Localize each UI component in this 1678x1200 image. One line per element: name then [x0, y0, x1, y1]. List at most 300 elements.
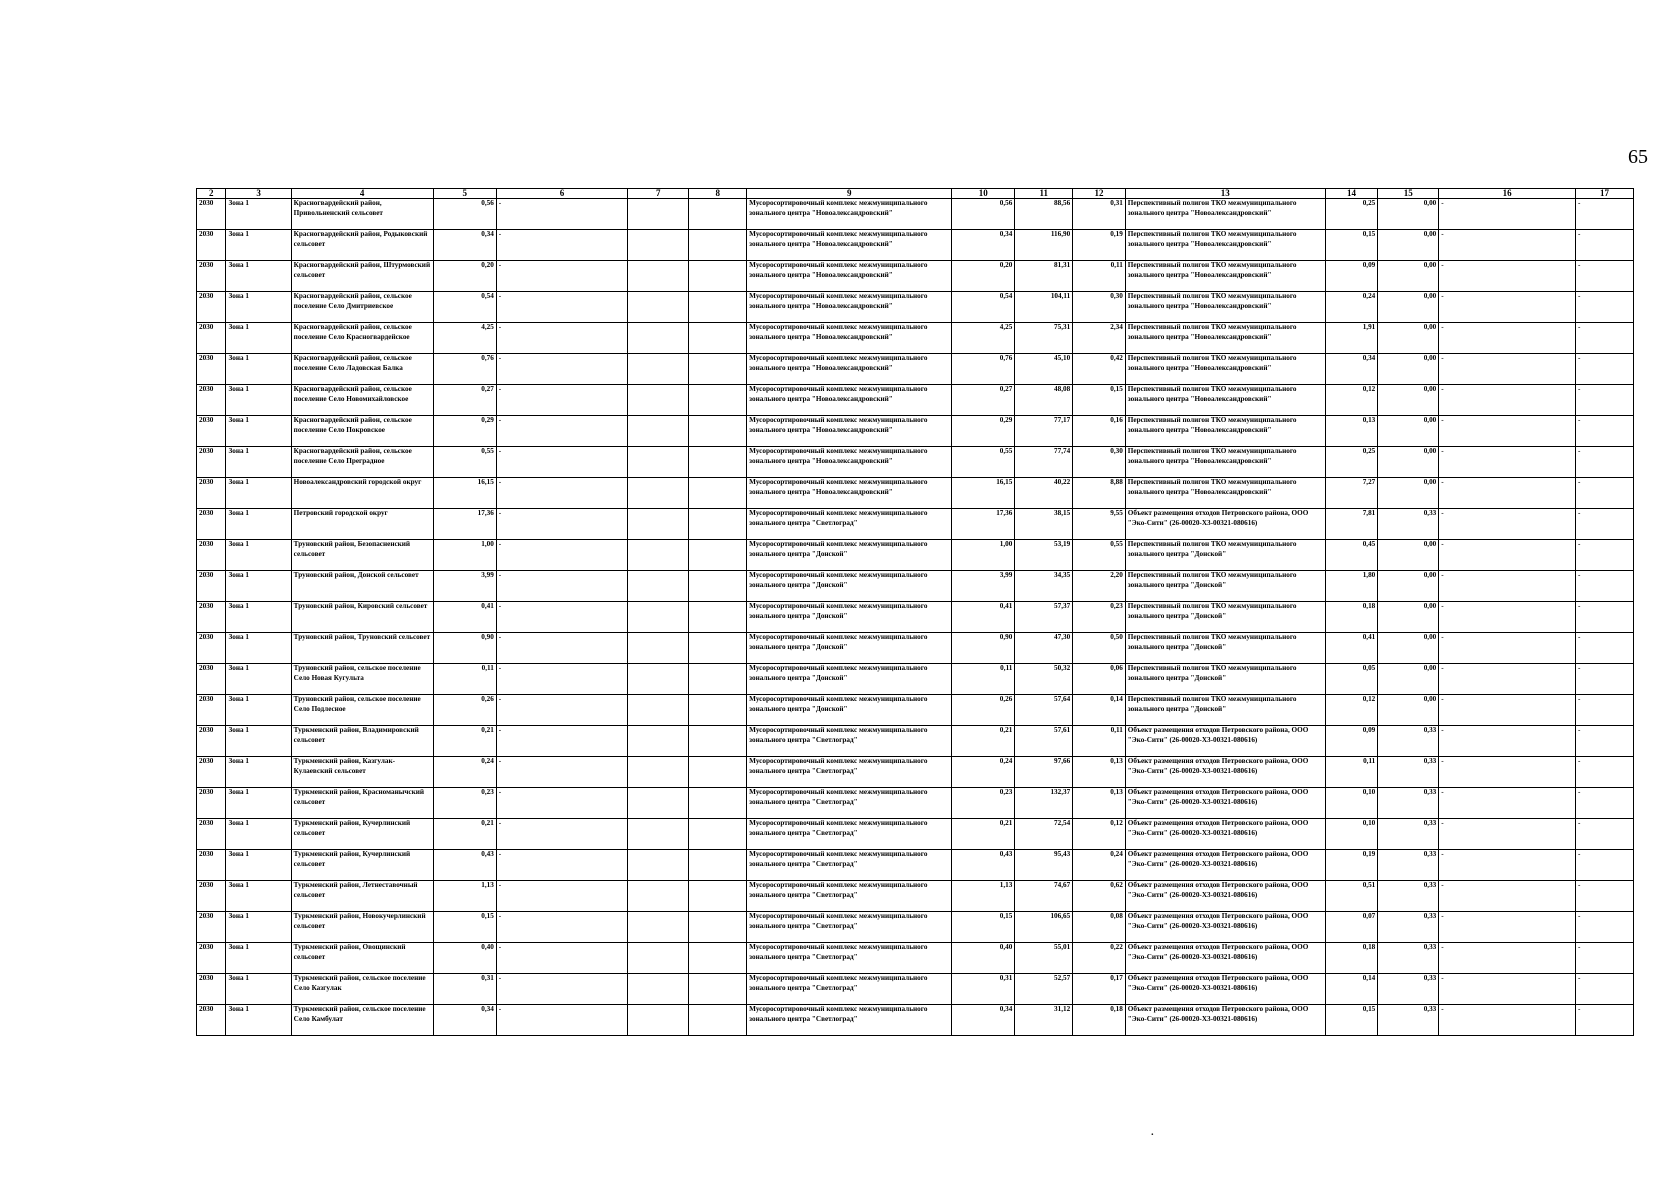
col6-cell: [628, 757, 689, 788]
col7-cell: [689, 943, 747, 974]
col14-cell: 0,00: [1378, 230, 1439, 261]
data-table: [196, 188, 1634, 1036]
area-cell: Петровский городской округ: [291, 509, 433, 540]
area-cell: Туркменский район, Кучерлинский сельсовет: [291, 819, 433, 850]
year-value: 2030: [199, 1005, 214, 1013]
distance-cell: 72,54: [1015, 819, 1073, 850]
col11-cell: 2,34: [1073, 323, 1126, 354]
table-row: [197, 385, 1634, 416]
col15-cell: -: [1439, 447, 1576, 478]
col7-cell: [689, 509, 747, 540]
col17-cell: -: [1576, 540, 1634, 571]
year-value: 2030: [199, 416, 214, 424]
year-value: 2030: [199, 602, 214, 610]
col11-cell: 2,20: [1073, 571, 1126, 602]
col7-cell: [689, 478, 747, 509]
distance-cell: 81,31: [1015, 261, 1073, 292]
year-value: 2030: [199, 726, 214, 734]
landfill-cell: Перспективный полигон ТКО межмуниципального зонального центра "Донской": [1125, 602, 1325, 633]
facility-cell: Мусоросортировочный комплекс межмуниципального зонального центра "Светлоград": [747, 509, 952, 540]
year-zone-cell: [197, 726, 226, 757]
col5-cell: -: [496, 230, 627, 261]
table-row: [197, 819, 1634, 850]
facility-cell: Мусоросортировочный комплекс межмуниципального зонального центра "Новоалександровский": [747, 261, 952, 292]
volume-cell: 0,23: [433, 788, 496, 819]
facility-cell: Мусоросортировочный комплекс межмуниципального зонального центра "Донской": [747, 664, 952, 695]
col17-cell: -: [1576, 819, 1634, 850]
col11-cell: 0,16: [1073, 416, 1126, 447]
column-number-14: 14: [1325, 189, 1378, 199]
col9-cell: 1,00: [952, 540, 1015, 571]
year-zone-cell: [197, 664, 226, 695]
col9-cell: 16,15: [952, 478, 1015, 509]
year-value: 2030: [199, 974, 214, 982]
scan-artifact-dot: ·: [1150, 1128, 1155, 1143]
col5-cell: -: [496, 850, 627, 881]
col6-cell: [628, 230, 689, 261]
table-row: [197, 726, 1634, 757]
table-row: [197, 416, 1634, 447]
col5-cell: -: [496, 478, 627, 509]
col9-cell: 0,34: [952, 230, 1015, 261]
col6-cell: [628, 850, 689, 881]
landfill-cell: Перспективный полигон ТКО межмуниципального зонального центра "Новоалександровский": [1125, 416, 1325, 447]
col15-cell: -: [1439, 664, 1576, 695]
landfill-cell: Объект размещения отходов Петровского района, ООО "Эко-Сити" (26-00020-Х3-00321-080616): [1125, 509, 1325, 540]
year-zone-cell: [197, 540, 226, 571]
col14-cell: 0,33: [1378, 757, 1439, 788]
distance-cell: 75,31: [1015, 323, 1073, 354]
col15-cell: -: [1439, 199, 1576, 230]
zone-cell: Зона 1: [226, 230, 291, 261]
col7-cell: [689, 230, 747, 261]
col13-cell: 0,05: [1325, 664, 1378, 695]
col5-cell: -: [496, 540, 627, 571]
landfill-cell: Перспективный полигон ТКО межмуниципального зонального центра "Новоалександровский": [1125, 354, 1325, 385]
year-zone-cell: [197, 385, 226, 416]
volume-cell: 0,31: [433, 974, 496, 1005]
col14-cell: 0,00: [1378, 385, 1439, 416]
col9-cell: 0,26: [952, 695, 1015, 726]
volume-cell: 0,41: [433, 602, 496, 633]
year-zone-cell: [197, 478, 226, 509]
facility-cell: Мусоросортировочный комплекс межмуниципального зонального центра "Светлоград": [747, 912, 952, 943]
facility-cell: Мусоросортировочный комплекс межмуниципального зонального центра "Донской": [747, 633, 952, 664]
col5-cell: -: [496, 509, 627, 540]
col6-cell: [628, 726, 689, 757]
col7-cell: [689, 323, 747, 354]
facility-cell: Мусоросортировочный комплекс межмуниципального зонального центра "Светлоград": [747, 788, 952, 819]
landfill-cell: Перспективный полигон ТКО межмуниципального зонального центра "Новоалександровский": [1125, 323, 1325, 354]
table-row: [197, 509, 1634, 540]
volume-cell: 17,36: [433, 509, 496, 540]
col17-cell: -: [1576, 695, 1634, 726]
facility-cell: Мусоросортировочный комплекс межмуниципального зонального центра "Новоалександровский": [747, 292, 952, 323]
year-value: 2030: [199, 385, 214, 393]
col9-cell: 0,24: [952, 757, 1015, 788]
zone-cell: Зона 1: [226, 1005, 291, 1036]
col14-cell: 0,33: [1378, 912, 1439, 943]
facility-cell: Мусоросортировочный комплекс межмуниципального зонального центра "Светлоград": [747, 943, 952, 974]
col11-cell: 0,12: [1073, 819, 1126, 850]
volume-cell: 3,99: [433, 571, 496, 602]
document-sheet: [196, 188, 1634, 1036]
col6-cell: [628, 354, 689, 385]
col5-cell: -: [496, 912, 627, 943]
col7-cell: [689, 912, 747, 943]
landfill-cell: Перспективный полигон ТКО межмуниципального зонального центра "Донской": [1125, 695, 1325, 726]
facility-cell: Мусоросортировочный комплекс межмуниципального зонального центра "Донской": [747, 602, 952, 633]
table-row: [197, 974, 1634, 1005]
col15-cell: -: [1439, 540, 1576, 571]
distance-cell: 34,35: [1015, 571, 1073, 602]
landfill-cell: Объект размещения отходов Петровского района, ООО "Эко-Сити" (26-00020-Х3-00321-080616): [1125, 788, 1325, 819]
col17-cell: -: [1576, 292, 1634, 323]
volume-cell: 0,54: [433, 292, 496, 323]
col11-cell: 0,18: [1073, 1005, 1126, 1036]
col17-cell: -: [1576, 571, 1634, 602]
area-cell: Красногвардейский район, сельское поселение Село Ладовская Балка: [291, 354, 433, 385]
col14-cell: 0,33: [1378, 509, 1439, 540]
table-row: [197, 757, 1634, 788]
col15-cell: -: [1439, 354, 1576, 385]
column-number-10: 10: [952, 189, 1015, 199]
col13-cell: 0,07: [1325, 912, 1378, 943]
col7-cell: [689, 726, 747, 757]
col11-cell: 0,50: [1073, 633, 1126, 664]
table-row: [197, 261, 1634, 292]
col15-cell: -: [1439, 571, 1576, 602]
col14-cell: 0,33: [1378, 1005, 1439, 1036]
col17-cell: -: [1576, 974, 1634, 1005]
col17-cell: -: [1576, 757, 1634, 788]
column-number-15: 15: [1378, 189, 1439, 199]
volume-cell: 0,56: [433, 199, 496, 230]
col11-cell: 0,19: [1073, 230, 1126, 261]
col15-cell: -: [1439, 416, 1576, 447]
year-zone-cell: [197, 261, 226, 292]
facility-cell: Мусоросортировочный комплекс межмуниципального зонального центра "Новоалександровский": [747, 385, 952, 416]
col15-cell: -: [1439, 788, 1576, 819]
landfill-cell: Объект размещения отходов Петровского района, ООО "Эко-Сити" (26-00020-Х3-00321-080616): [1125, 757, 1325, 788]
col17-cell: -: [1576, 354, 1634, 385]
col11-cell: 0,06: [1073, 664, 1126, 695]
year-zone-cell: [197, 323, 226, 354]
col17-cell: -: [1576, 881, 1634, 912]
year-zone-cell: [197, 757, 226, 788]
table-row: [197, 788, 1634, 819]
year-value: 2030: [199, 261, 214, 269]
distance-cell: 53,19: [1015, 540, 1073, 571]
col13-cell: 1,80: [1325, 571, 1378, 602]
col14-cell: 0,33: [1378, 726, 1439, 757]
col14-cell: 0,33: [1378, 819, 1439, 850]
col13-cell: 0,18: [1325, 943, 1378, 974]
area-cell: Труновский район, Донской сельсовет: [291, 571, 433, 602]
year-value: 2030: [199, 447, 214, 455]
col5-cell: -: [496, 788, 627, 819]
col11-cell: 0,13: [1073, 757, 1126, 788]
year-zone-cell: [197, 974, 226, 1005]
zone-cell: Зона 1: [226, 695, 291, 726]
col11-cell: 8,88: [1073, 478, 1126, 509]
year-value: 2030: [199, 540, 214, 548]
area-cell: Красногвардейский район, Штурмовский сельсовет: [291, 261, 433, 292]
zone-cell: Зона 1: [226, 819, 291, 850]
col6-cell: [628, 385, 689, 416]
col13-cell: 0,19: [1325, 850, 1378, 881]
area-cell: Туркменский район, Красноманычский сельсовет: [291, 788, 433, 819]
col9-cell: 0,55: [952, 447, 1015, 478]
col9-cell: 0,41: [952, 602, 1015, 633]
table-row: [197, 695, 1634, 726]
zone-cell: Зона 1: [226, 974, 291, 1005]
year-zone-cell: [197, 633, 226, 664]
column-number-4: 4: [291, 189, 433, 199]
col6-cell: [628, 912, 689, 943]
facility-cell: Мусоросортировочный комплекс межмуниципального зонального центра "Светлоград": [747, 881, 952, 912]
col13-cell: 0,12: [1325, 385, 1378, 416]
col5-cell: -: [496, 757, 627, 788]
col17-cell: -: [1576, 385, 1634, 416]
year-zone-cell: [197, 695, 226, 726]
col6-cell: [628, 1005, 689, 1036]
col9-cell: 0,54: [952, 292, 1015, 323]
year-zone-cell: [197, 788, 226, 819]
col6-cell: [628, 323, 689, 354]
volume-cell: 0,24: [433, 757, 496, 788]
col11-cell: 0,42: [1073, 354, 1126, 385]
volume-cell: 0,27: [433, 385, 496, 416]
col13-cell: 0,14: [1325, 974, 1378, 1005]
area-cell: Красногвардейский район, Родыковский сельсовет: [291, 230, 433, 261]
col17-cell: -: [1576, 261, 1634, 292]
zone-cell: Зона 1: [226, 571, 291, 602]
table-row: [197, 540, 1634, 571]
col7-cell: [689, 695, 747, 726]
col17-cell: -: [1576, 850, 1634, 881]
col11-cell: 0,11: [1073, 726, 1126, 757]
volume-cell: 0,40: [433, 943, 496, 974]
col11-cell: 0,13: [1073, 788, 1126, 819]
col6-cell: [628, 447, 689, 478]
volume-cell: 1,00: [433, 540, 496, 571]
col14-cell: 0,00: [1378, 571, 1439, 602]
zone-cell: Зона 1: [226, 354, 291, 385]
table-row: [197, 633, 1634, 664]
col7-cell: [689, 571, 747, 602]
landfill-cell: Перспективный полигон ТКО межмуниципального зонального центра "Донской": [1125, 571, 1325, 602]
col9-cell: 1,13: [952, 881, 1015, 912]
col5-cell: -: [496, 385, 627, 416]
column-number-16: 16: [1439, 189, 1576, 199]
col11-cell: 0,55: [1073, 540, 1126, 571]
zone-cell: Зона 1: [226, 323, 291, 354]
col6-cell: [628, 416, 689, 447]
column-number-2: 2: [197, 189, 226, 199]
year-zone-cell: [197, 571, 226, 602]
column-number-6: 6: [496, 189, 627, 199]
area-cell: Туркменский район, Новокучерлинский сельсовет: [291, 912, 433, 943]
col15-cell: -: [1439, 757, 1576, 788]
table-row: [197, 664, 1634, 695]
landfill-cell: Перспективный полигон ТКО межмуниципального зонального центра "Донской": [1125, 664, 1325, 695]
col13-cell: 0,10: [1325, 788, 1378, 819]
col13-cell: 7,27: [1325, 478, 1378, 509]
col6-cell: [628, 509, 689, 540]
col7-cell: [689, 354, 747, 385]
distance-cell: 55,01: [1015, 943, 1073, 974]
distance-cell: 57,61: [1015, 726, 1073, 757]
landfill-cell: Объект размещения отходов Петровского района, ООО "Эко-Сити" (26-00020-Х3-00321-080616): [1125, 912, 1325, 943]
zone-cell: Зона 1: [226, 664, 291, 695]
col9-cell: 4,25: [952, 323, 1015, 354]
column-number-17: 17: [1576, 189, 1634, 199]
volume-cell: 0,11: [433, 664, 496, 695]
landfill-cell: Перспективный полигон ТКО межмуниципального зонального центра "Новоалександровский": [1125, 385, 1325, 416]
year-value: 2030: [199, 819, 214, 827]
col9-cell: 0,43: [952, 850, 1015, 881]
col14-cell: 0,00: [1378, 292, 1439, 323]
table-row: [197, 323, 1634, 354]
year-value: 2030: [199, 788, 214, 796]
col7-cell: [689, 788, 747, 819]
col7-cell: [689, 633, 747, 664]
distance-cell: 74,67: [1015, 881, 1073, 912]
year-zone-cell: [197, 354, 226, 385]
page-number: 65: [1628, 146, 1648, 168]
col15-cell: -: [1439, 850, 1576, 881]
year-value: 2030: [199, 695, 214, 703]
col9-cell: 0,29: [952, 416, 1015, 447]
col15-cell: -: [1439, 385, 1576, 416]
col9-cell: 0,20: [952, 261, 1015, 292]
col6-cell: [628, 261, 689, 292]
volume-cell: 0,76: [433, 354, 496, 385]
col5-cell: -: [496, 199, 627, 230]
col15-cell: -: [1439, 1005, 1576, 1036]
area-cell: Труновский район, сельское поселение Село Подлесное: [291, 695, 433, 726]
column-number-11: 11: [1015, 189, 1073, 199]
col5-cell: -: [496, 695, 627, 726]
year-value: 2030: [199, 230, 214, 238]
year-value: 2030: [199, 292, 214, 300]
area-cell: Красногвардейский район, сельское поселение Село Преградное: [291, 447, 433, 478]
col14-cell: 0,00: [1378, 323, 1439, 354]
col9-cell: 0,11: [952, 664, 1015, 695]
col13-cell: 1,91: [1325, 323, 1378, 354]
col13-cell: 0,11: [1325, 757, 1378, 788]
area-cell: Труновский район, сельское поселение Село Новая Кугульта: [291, 664, 433, 695]
distance-cell: 132,37: [1015, 788, 1073, 819]
volume-cell: 0,90: [433, 633, 496, 664]
zone-cell: Зона 1: [226, 540, 291, 571]
col5-cell: -: [496, 323, 627, 354]
landfill-cell: Перспективный полигон ТКО межмуниципального зонального центра "Новоалександровский": [1125, 199, 1325, 230]
zone-cell: Зона 1: [226, 757, 291, 788]
col7-cell: [689, 850, 747, 881]
col5-cell: -: [496, 943, 627, 974]
landfill-cell: Объект размещения отходов Петровского района, ООО "Эко-Сити" (26-00020-Х3-00321-080616): [1125, 726, 1325, 757]
col17-cell: -: [1576, 943, 1634, 974]
col7-cell: [689, 664, 747, 695]
year-value: 2030: [199, 850, 214, 858]
col13-cell: 0,15: [1325, 230, 1378, 261]
col15-cell: -: [1439, 509, 1576, 540]
facility-cell: Мусоросортировочный комплекс межмуниципального зонального центра "Новоалександровский": [747, 354, 952, 385]
year-zone-cell: [197, 602, 226, 633]
distance-cell: 31,12: [1015, 1005, 1073, 1036]
col7-cell: [689, 385, 747, 416]
col17-cell: -: [1576, 478, 1634, 509]
col14-cell: 0,00: [1378, 695, 1439, 726]
col5-cell: -: [496, 602, 627, 633]
distance-cell: 48,08: [1015, 385, 1073, 416]
col9-cell: 0,21: [952, 726, 1015, 757]
year-zone-cell: [197, 509, 226, 540]
year-zone-cell: [197, 850, 226, 881]
landfill-cell: Перспективный полигон ТКО межмуниципального зонального центра "Донской": [1125, 633, 1325, 664]
col9-cell: 0,31: [952, 974, 1015, 1005]
col13-cell: 0,45: [1325, 540, 1378, 571]
area-cell: Туркменский район, сельское поселение Село Казгулак: [291, 974, 433, 1005]
landfill-cell: Перспективный полигон ТКО межмуниципального зонального центра "Новоалександровский": [1125, 292, 1325, 323]
volume-cell: 0,20: [433, 261, 496, 292]
distance-cell: 40,22: [1015, 478, 1073, 509]
col14-cell: 0,33: [1378, 943, 1439, 974]
year-value: 2030: [199, 633, 214, 641]
col15-cell: -: [1439, 695, 1576, 726]
col13-cell: 0,12: [1325, 695, 1378, 726]
col6-cell: [628, 602, 689, 633]
col17-cell: -: [1576, 788, 1634, 819]
zone-cell: Зона 1: [226, 292, 291, 323]
volume-cell: 0,21: [433, 726, 496, 757]
col17-cell: -: [1576, 323, 1634, 354]
volume-cell: 16,15: [433, 478, 496, 509]
volume-cell: 1,13: [433, 881, 496, 912]
landfill-cell: Объект размещения отходов Петровского района, ООО "Эко-Сити" (26-00020-Х3-00321-080616): [1125, 881, 1325, 912]
distance-cell: 95,43: [1015, 850, 1073, 881]
distance-cell: 47,30: [1015, 633, 1073, 664]
col7-cell: [689, 819, 747, 850]
col11-cell: 0,30: [1073, 292, 1126, 323]
col15-cell: -: [1439, 881, 1576, 912]
col9-cell: 0,76: [952, 354, 1015, 385]
col14-cell: 0,00: [1378, 261, 1439, 292]
year-value: 2030: [199, 664, 214, 672]
distance-cell: 88,56: [1015, 199, 1073, 230]
year-zone-cell: [197, 1005, 226, 1036]
landfill-cell: Объект размещения отходов Петровского района, ООО "Эко-Сити" (26-00020-Х3-00321-080616): [1125, 850, 1325, 881]
col5-cell: -: [496, 633, 627, 664]
col13-cell: 0,10: [1325, 819, 1378, 850]
year-value: 2030: [199, 509, 214, 517]
col6-cell: [628, 571, 689, 602]
landfill-cell: Объект размещения отходов Петровского района, ООО "Эко-Сити" (26-00020-Х3-00321-080616): [1125, 974, 1325, 1005]
col15-cell: -: [1439, 478, 1576, 509]
col5-cell: -: [496, 726, 627, 757]
column-number-7: 7: [628, 189, 689, 199]
table-row: [197, 447, 1634, 478]
year-value: 2030: [199, 323, 214, 331]
column-number-8: 8: [689, 189, 747, 199]
col15-cell: -: [1439, 912, 1576, 943]
facility-cell: Мусоросортировочный комплекс межмуниципального зонального центра "Новоалександровский": [747, 416, 952, 447]
zone-cell: Зона 1: [226, 633, 291, 664]
area-cell: Новоалександровский городской округ: [291, 478, 433, 509]
col5-cell: -: [496, 354, 627, 385]
